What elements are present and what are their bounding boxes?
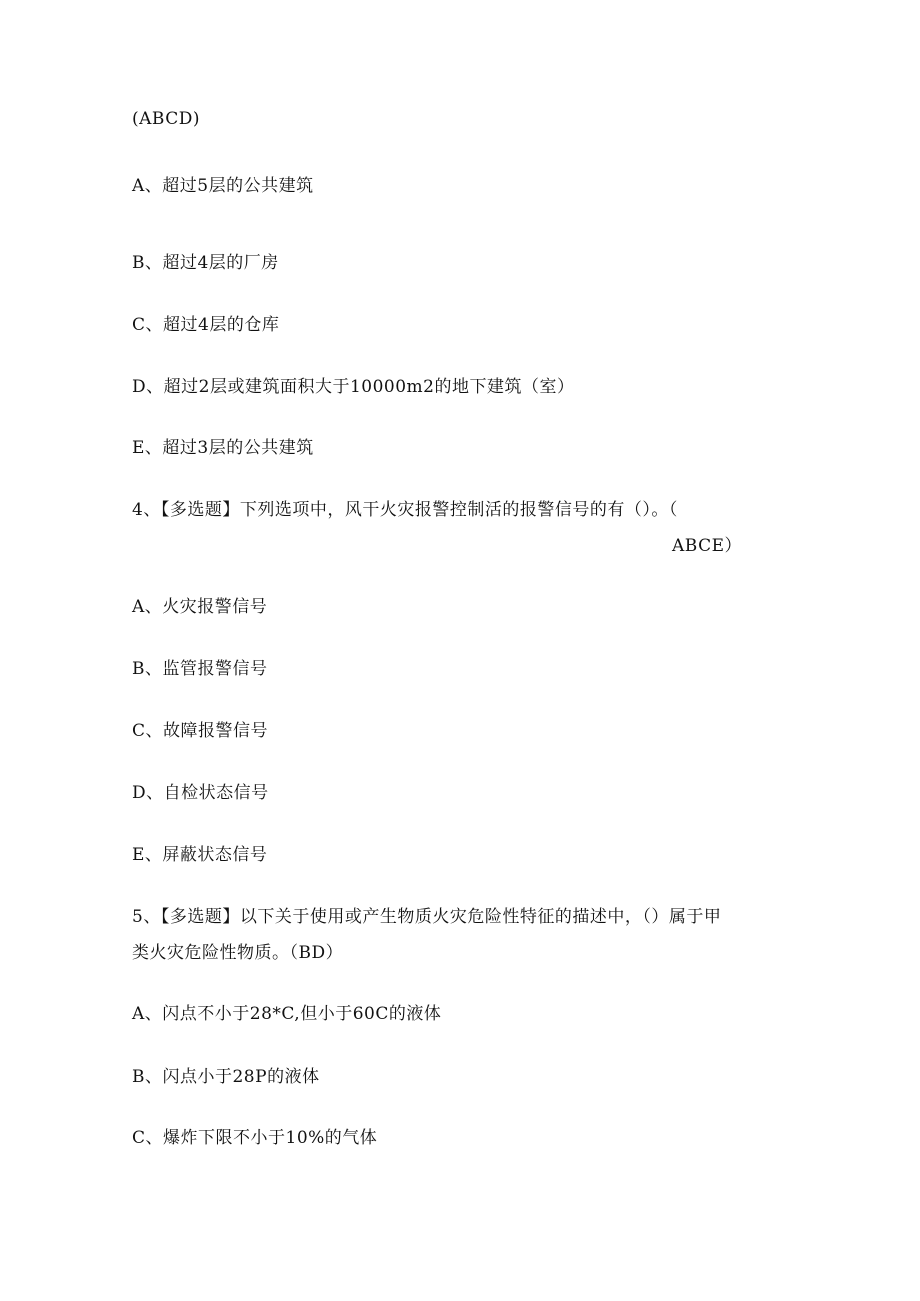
q3-option-c: C、超过4层的仓库 <box>132 315 280 335</box>
q3-option-d: D、超过2层或建筑面积大于10000m2的地下建筑（室） <box>132 377 575 397</box>
q5-option-a: A、闪点不小于28*C,但小于60C的液体 <box>132 1004 442 1024</box>
q5-stem-line1: 5、【多选题】以下关于使用或产生物质火灾危险性特征的描述中，（）属于甲 <box>132 907 722 927</box>
q5-stem-line2: 类火灾危险性物质。（BD） <box>132 943 344 963</box>
q4-option-d: D、自检状态信号 <box>132 783 269 803</box>
q5-option-c: C、爆炸下限不小于10%的气体 <box>132 1128 378 1148</box>
q5-option-b: B、闪点小于28P的液体 <box>132 1067 320 1087</box>
q4-option-e: E、屏蔽状态信号 <box>132 845 268 865</box>
q4-option-a: A、火灾报警信号 <box>132 597 268 617</box>
q3-option-e: E、超过3层的公共建筑 <box>132 438 314 458</box>
q4-option-b: B、监管报警信号 <box>132 659 268 679</box>
q4-stem: 4、【多选题】下列选项中，风干火灾报警控制活的报警信号的有（）。（ <box>132 500 678 520</box>
q3-option-b: B、超过4层的厂房 <box>132 253 279 273</box>
q3-answer: (ABCD) <box>132 109 200 129</box>
q4-option-c: C、故障报警信号 <box>132 721 269 741</box>
q3-option-a: A、超过5层的公共建筑 <box>132 176 314 196</box>
q4-answer: ABCE） <box>671 536 742 556</box>
